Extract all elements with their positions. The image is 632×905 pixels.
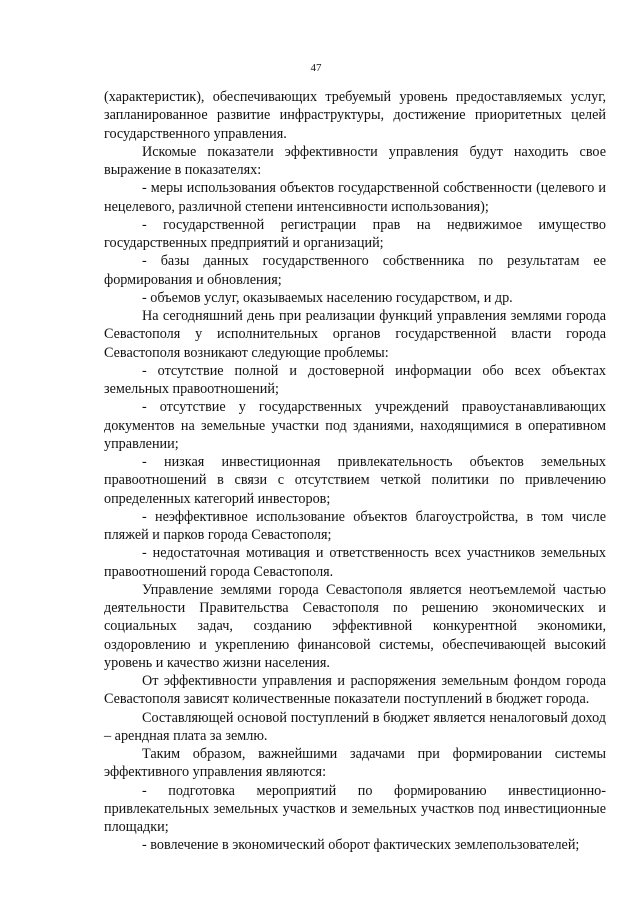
list-item-database: - базы данных государственного собственника по результатам ее формирования и обновления;	[104, 253, 606, 288]
paragraph-budget-revenue: От эффективности управления и распоряжения земельным фондом города Севастополя зависят количественные показатели поступлений в бюджет города.	[104, 673, 606, 708]
list-item-economic-turnover: - вовлечение в экономический оборот фактических землепользователей;	[142, 837, 580, 854]
list-item-missing-documents: - отсутствие у государственных учреждений правоустанавливающих документов на земельные участки под зданиями, находящимися в оперативном управлении;	[104, 399, 606, 452]
page-number: 47	[310, 62, 322, 74]
list-item-missing-information: - отсутствие полной и достоверной информации обо всех объектах земельных правоотношений;	[104, 362, 606, 397]
list-item-low-motivation: - недостаточная мотивация и ответственность всех участников земельных правоотношений города Севастополя.	[104, 545, 606, 580]
list-item-property-use: - меры использования объектов государственной собственности (целевого и нецелевого, различной степени интенсивности использования);	[104, 180, 606, 215]
list-item-investment-sites: - подготовка мероприятий по формированию инвестиционно-привлекательных земельных участков и земельных участков под инвестиционные площадки;	[104, 782, 606, 835]
list-item-inefficient-use: - неэффективное использование объектов благоустройства, в том числе пляжей и парков города Севастополя;	[104, 508, 606, 543]
paragraph-indicators-intro: Искомые показатели эффективности управления будут находить свое выражение в показателях:	[104, 143, 606, 178]
paragraph-problems-intro: На сегодняшний день при реализации функций управления землями города Севастополя у исполнительных органов государственной власти города Севастополя возникают следующие проблемы:	[104, 308, 606, 361]
document-body	[104, 88, 606, 855]
list-item-services: - объемов услуг, оказываемых населению государством, и др.	[142, 289, 513, 306]
list-item-low-attractiveness: - низкая инвестиционная привлекательность объектов земельных правоотношений в связи с отсутствием четкой политики по привлечению определенных категорий инвесторов;	[104, 454, 606, 507]
list-item-rights-registration: - государственной регистрации прав на недвижимое имущество государственных предприятий и организаций;	[104, 216, 606, 251]
paragraph-tasks-intro: Таким образом, важнейшими задачами при формировании системы эффективного управления являются:	[104, 746, 606, 781]
paragraph-land-management: Управление землями города Севастополя является неотъемлемой частью деятельности Правительства Севастополя по решению экономических и социальных задач, созданию эффективной конкурентной экономики, оздоровлению и укреплению финансовой системы, обеспечивающей высокий уровень и качество жизни населения.	[104, 581, 606, 671]
paragraph-non-tax-income: Составляющей основой поступлений в бюджет является неналоговый доход – арендная плата за землю.	[104, 709, 606, 744]
paragraph-continuation: (характеристик), обеспечивающих требуемый уровень предоставляемых услуг, запланированное развитие инфраструктуры, достижение приоритетных целей государственного управления.	[104, 89, 606, 142]
